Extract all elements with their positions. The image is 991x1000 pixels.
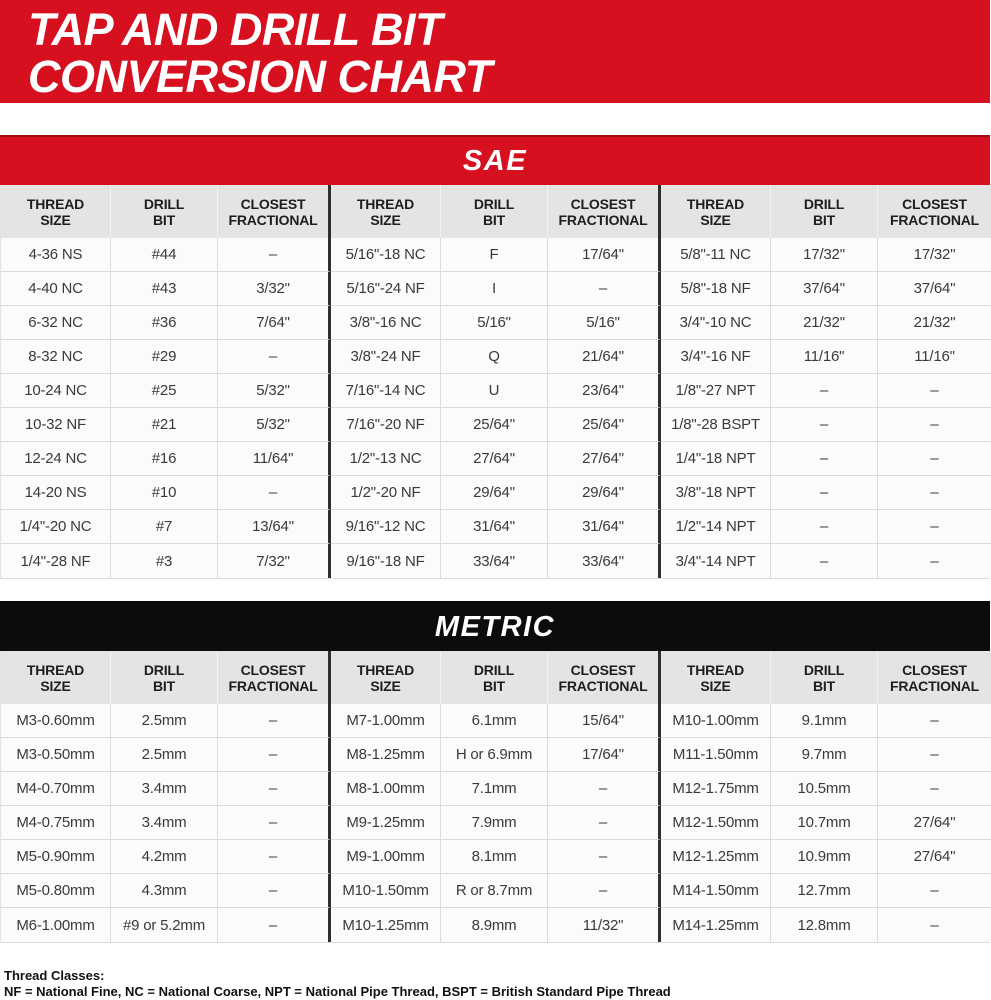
- drill-bit-cell: #16: [111, 442, 218, 476]
- drill-bit-cell: 5/16": [441, 306, 548, 340]
- metric-table-body: [1, 704, 989, 942]
- closest-fractional-cell: –: [878, 738, 991, 772]
- page-title-line1: TAP AND DRILL BIT: [28, 4, 442, 55]
- drill-bit-cell: 25/64": [441, 408, 548, 442]
- closest-fractional-cell: –: [878, 476, 991, 510]
- drill-bit-cell: 10.9mm: [771, 840, 878, 874]
- table-row: [1, 340, 991, 374]
- table-row: [1, 510, 991, 544]
- thread-size-cell: 10-32 NF: [1, 408, 111, 442]
- closest-fractional-cell: 13/64": [218, 510, 331, 544]
- drill-bit-cell: #36: [111, 306, 218, 340]
- thread-size-cell: 3/4"-10 NC: [661, 306, 771, 340]
- table-row: [1, 442, 991, 476]
- closest-fractional-cell: –: [218, 738, 331, 772]
- drill-bit-cell: #9 or 5.2mm: [111, 908, 218, 942]
- closest-fractional-cell: –: [548, 272, 661, 306]
- thread-size-cell: 14-20 NS: [1, 476, 111, 510]
- thread-size-cell: 3/8"-24 NF: [331, 340, 441, 374]
- thread-size-cell: 8-32 NC: [1, 340, 111, 374]
- thread-size-cell: M14-1.25mm: [661, 908, 771, 942]
- sae-table: [0, 185, 990, 579]
- thread-size-cell: M5-0.80mm: [1, 874, 111, 908]
- sae-table-section: [0, 135, 990, 579]
- drill-bit-header: DRILL BIT: [441, 185, 548, 238]
- thread-size-cell: M7-1.00mm: [331, 704, 441, 738]
- closest-fractional-cell: 5/32": [218, 374, 331, 408]
- thread-size-cell: M8-1.00mm: [331, 772, 441, 806]
- table-row: [1, 840, 991, 874]
- drill-bit-cell: H or 6.9mm: [441, 738, 548, 772]
- drill-bit-cell: 4.3mm: [111, 874, 218, 908]
- sae-band: [0, 135, 990, 185]
- closest-fractional-cell: 11/16": [878, 340, 991, 374]
- footer-heading: Thread Classes:: [4, 968, 105, 983]
- closest-fractional-cell: –: [218, 340, 331, 374]
- thread-size-cell: 1/2"-13 NC: [331, 442, 441, 476]
- table-row: [1, 374, 991, 408]
- table-row: [1, 408, 991, 442]
- closest-fractional-cell: 11/32": [548, 908, 661, 942]
- page-title-line2: CONVERSION CHART: [28, 51, 492, 102]
- drill-bit-header: DRILL BIT: [441, 651, 548, 704]
- closest-fractional-cell: 7/64": [218, 306, 331, 340]
- thread-size-cell: 1/4"-20 NC: [1, 510, 111, 544]
- thread-size-cell: 1/2"-14 NPT: [661, 510, 771, 544]
- thread-size-cell: M10-1.50mm: [331, 874, 441, 908]
- closest-fractional-cell: 5/32": [218, 408, 331, 442]
- drill-bit-cell: 2.5mm: [111, 704, 218, 738]
- drill-bit-cell: 27/64": [441, 442, 548, 476]
- thread-size-cell: M12-1.50mm: [661, 806, 771, 840]
- drill-bit-cell: F: [441, 238, 548, 272]
- drill-bit-cell: 29/64": [441, 476, 548, 510]
- thread-size-cell: 7/16"-14 NC: [331, 374, 441, 408]
- closest-fractional-cell: –: [878, 374, 991, 408]
- closest-fractional-cell: –: [878, 908, 991, 942]
- footer-legend-line: NF = National Fine, NC = National Coarse, NPT = National Pipe Thread, BSPT = British Standard Pipe Thread: [4, 984, 671, 999]
- thread-size-cell: M8-1.25mm: [331, 738, 441, 772]
- drill-bit-cell: 4.2mm: [111, 840, 218, 874]
- thread-size-header: THREAD SIZE: [661, 185, 771, 238]
- closest-fractional-cell: –: [878, 772, 991, 806]
- drill-bit-cell: 12.7mm: [771, 874, 878, 908]
- thread-size-header: THREAD SIZE: [1, 185, 111, 238]
- thread-size-cell: 3/8"-16 NC: [331, 306, 441, 340]
- thread-size-cell: 5/8"-11 NC: [661, 238, 771, 272]
- table-row: [1, 272, 991, 306]
- closest-fractional-cell: –: [548, 772, 661, 806]
- metric-table-section: [0, 601, 990, 943]
- drill-bit-cell: 8.9mm: [441, 908, 548, 942]
- drill-bit-cell: 33/64": [441, 544, 548, 578]
- thread-size-cell: 12-24 NC: [1, 442, 111, 476]
- thread-size-cell: M9-1.00mm: [331, 840, 441, 874]
- drill-bit-cell: #10: [111, 476, 218, 510]
- thread-size-cell: M4-0.75mm: [1, 806, 111, 840]
- closest-fractional-cell: –: [878, 510, 991, 544]
- thread-size-cell: M11-1.50mm: [661, 738, 771, 772]
- drill-bit-cell: 6.1mm: [441, 704, 548, 738]
- drill-bit-cell: –: [771, 510, 878, 544]
- thread-size-header: THREAD SIZE: [331, 185, 441, 238]
- drill-bit-cell: 10.5mm: [771, 772, 878, 806]
- drill-bit-cell: #43: [111, 272, 218, 306]
- drill-bit-cell: 9.7mm: [771, 738, 878, 772]
- closest-fractional-cell: –: [878, 704, 991, 738]
- table-row: [1, 238, 991, 272]
- closest-fractional-cell: –: [218, 874, 331, 908]
- drill-bit-cell: –: [771, 476, 878, 510]
- metric-table: [0, 651, 990, 943]
- thread-size-cell: 4-40 NC: [1, 272, 111, 306]
- drill-bit-header: DRILL BIT: [111, 185, 218, 238]
- closest-fractional-cell: 21/32": [878, 306, 991, 340]
- thread-size-cell: 5/16"-24 NF: [331, 272, 441, 306]
- spacer: [0, 103, 990, 135]
- drill-bit-cell: #21: [111, 408, 218, 442]
- thread-size-cell: 1/2"-20 NF: [331, 476, 441, 510]
- closest-fractional-cell: 21/64": [548, 340, 661, 374]
- drill-bit-cell: –: [771, 544, 878, 578]
- closest-fractional-cell: 23/64": [548, 374, 661, 408]
- closest-fractional-cell: 11/64": [218, 442, 331, 476]
- closest-fractional-header: CLOSEST FRACTIONAL: [548, 651, 661, 704]
- closest-fractional-header: CLOSEST FRACTIONAL: [218, 185, 331, 238]
- closest-fractional-cell: –: [548, 840, 661, 874]
- thread-size-cell: M14-1.50mm: [661, 874, 771, 908]
- thread-size-cell: 3/8"-18 NPT: [661, 476, 771, 510]
- thread-size-cell: 6-32 NC: [1, 306, 111, 340]
- thread-size-cell: M12-1.25mm: [661, 840, 771, 874]
- thread-size-cell: 1/4"-18 NPT: [661, 442, 771, 476]
- thread-size-cell: 5/16"-18 NC: [331, 238, 441, 272]
- thread-size-cell: 1/8"-27 NPT: [661, 374, 771, 408]
- metric-band: [0, 601, 990, 651]
- thread-size-cell: 9/16"-18 NF: [331, 544, 441, 578]
- drill-bit-cell: 21/32": [771, 306, 878, 340]
- closest-fractional-cell: 25/64": [548, 408, 661, 442]
- drill-bit-cell: 2.5mm: [111, 738, 218, 772]
- thread-size-cell: 9/16"-12 NC: [331, 510, 441, 544]
- thread-size-header: THREAD SIZE: [661, 651, 771, 704]
- closest-fractional-cell: –: [878, 874, 991, 908]
- metric-band-title: METRIC: [434, 610, 556, 643]
- closest-fractional-cell: –: [548, 806, 661, 840]
- drill-bit-cell: #29: [111, 340, 218, 374]
- table-row: [1, 704, 991, 738]
- closest-fractional-header: CLOSEST FRACTIONAL: [878, 185, 991, 238]
- closest-fractional-header: CLOSEST FRACTIONAL: [878, 651, 991, 704]
- thread-size-cell: 1/4"-28 NF: [1, 544, 111, 578]
- drill-bit-cell: –: [771, 408, 878, 442]
- closest-fractional-cell: 7/32": [218, 544, 331, 578]
- closest-fractional-cell: –: [218, 772, 331, 806]
- drill-bit-cell: #25: [111, 374, 218, 408]
- drill-bit-cell: R or 8.7mm: [441, 874, 548, 908]
- thread-size-cell: 7/16"-20 NF: [331, 408, 441, 442]
- closest-fractional-cell: 29/64": [548, 476, 661, 510]
- drill-bit-cell: 37/64": [771, 272, 878, 306]
- thread-size-cell: M3-0.60mm: [1, 704, 111, 738]
- table-row: [1, 306, 991, 340]
- drill-bit-cell: Q: [441, 340, 548, 374]
- closest-fractional-header: CLOSEST FRACTIONAL: [548, 185, 661, 238]
- drill-bit-cell: I: [441, 272, 548, 306]
- closest-fractional-cell: 3/32": [218, 272, 331, 306]
- thread-size-cell: 1/8"-28 BSPT: [661, 408, 771, 442]
- drill-bit-cell: 3.4mm: [111, 772, 218, 806]
- table-row: [1, 874, 991, 908]
- drill-bit-cell: 11/16": [771, 340, 878, 374]
- thread-size-cell: M10-1.00mm: [661, 704, 771, 738]
- drill-bit-cell: 17/32": [771, 238, 878, 272]
- drill-bit-header: DRILL BIT: [771, 651, 878, 704]
- thread-size-cell: M5-0.90mm: [1, 840, 111, 874]
- metric-header-row: [1, 651, 991, 704]
- closest-fractional-cell: 33/64": [548, 544, 661, 578]
- table-row: [1, 738, 991, 772]
- closest-fractional-cell: 5/16": [548, 306, 661, 340]
- table-row: [1, 476, 991, 510]
- thread-size-header: THREAD SIZE: [1, 651, 111, 704]
- closest-fractional-cell: 27/64": [878, 840, 991, 874]
- drill-bit-cell: 3.4mm: [111, 806, 218, 840]
- closest-fractional-cell: 27/64": [878, 806, 991, 840]
- closest-fractional-cell: –: [218, 806, 331, 840]
- thread-size-cell: 3/4"-16 NF: [661, 340, 771, 374]
- closest-fractional-cell: 17/32": [878, 238, 991, 272]
- closest-fractional-cell: –: [878, 544, 991, 578]
- table-row: [1, 772, 991, 806]
- drill-bit-cell: –: [771, 442, 878, 476]
- closest-fractional-cell: –: [218, 704, 331, 738]
- drill-bit-cell: 31/64": [441, 510, 548, 544]
- drill-bit-header: DRILL BIT: [771, 185, 878, 238]
- table-row: [1, 544, 991, 578]
- drill-bit-cell: 7.9mm: [441, 806, 548, 840]
- closest-fractional-cell: 17/64": [548, 738, 661, 772]
- closest-fractional-cell: 37/64": [878, 272, 991, 306]
- thread-size-cell: 10-24 NC: [1, 374, 111, 408]
- closest-fractional-cell: –: [218, 840, 331, 874]
- drill-bit-cell: 9.1mm: [771, 704, 878, 738]
- table-row: [1, 806, 991, 840]
- closest-fractional-cell: –: [218, 476, 331, 510]
- sae-band-title: SAE: [462, 144, 528, 177]
- thread-size-header: THREAD SIZE: [331, 651, 441, 704]
- footer: [0, 968, 990, 1000]
- thread-size-cell: M4-0.70mm: [1, 772, 111, 806]
- drill-bit-cell: 10.7mm: [771, 806, 878, 840]
- closest-fractional-cell: –: [218, 908, 331, 942]
- drill-bit-cell: 12.8mm: [771, 908, 878, 942]
- thread-size-cell: M3-0.50mm: [1, 738, 111, 772]
- drill-bit-cell: #7: [111, 510, 218, 544]
- spacer: [0, 579, 990, 601]
- thread-size-cell: M10-1.25mm: [331, 908, 441, 942]
- drill-bit-cell: U: [441, 374, 548, 408]
- thread-size-cell: 4-36 NS: [1, 238, 111, 272]
- thread-size-cell: 5/8"-18 NF: [661, 272, 771, 306]
- title-banner: [0, 0, 990, 103]
- closest-fractional-cell: –: [878, 408, 991, 442]
- drill-bit-cell: 7.1mm: [441, 772, 548, 806]
- thread-size-cell: M6-1.00mm: [1, 908, 111, 942]
- drill-bit-cell: #3: [111, 544, 218, 578]
- closest-fractional-cell: 31/64": [548, 510, 661, 544]
- closest-fractional-cell: –: [218, 238, 331, 272]
- closest-fractional-cell: –: [878, 442, 991, 476]
- closest-fractional-cell: 15/64": [548, 704, 661, 738]
- drill-bit-cell: 8.1mm: [441, 840, 548, 874]
- drill-bit-cell: #44: [111, 238, 218, 272]
- thread-size-cell: 3/4"-14 NPT: [661, 544, 771, 578]
- sae-header-row: [1, 185, 991, 238]
- thread-size-cell: M9-1.25mm: [331, 806, 441, 840]
- drill-bit-header: DRILL BIT: [111, 651, 218, 704]
- closest-fractional-header: CLOSEST FRACTIONAL: [218, 651, 331, 704]
- sae-table-body: [1, 238, 989, 578]
- closest-fractional-cell: –: [548, 874, 661, 908]
- table-row: [1, 908, 991, 942]
- closest-fractional-cell: 17/64": [548, 238, 661, 272]
- closest-fractional-cell: 27/64": [548, 442, 661, 476]
- drill-bit-cell: –: [771, 374, 878, 408]
- thread-size-cell: M12-1.75mm: [661, 772, 771, 806]
